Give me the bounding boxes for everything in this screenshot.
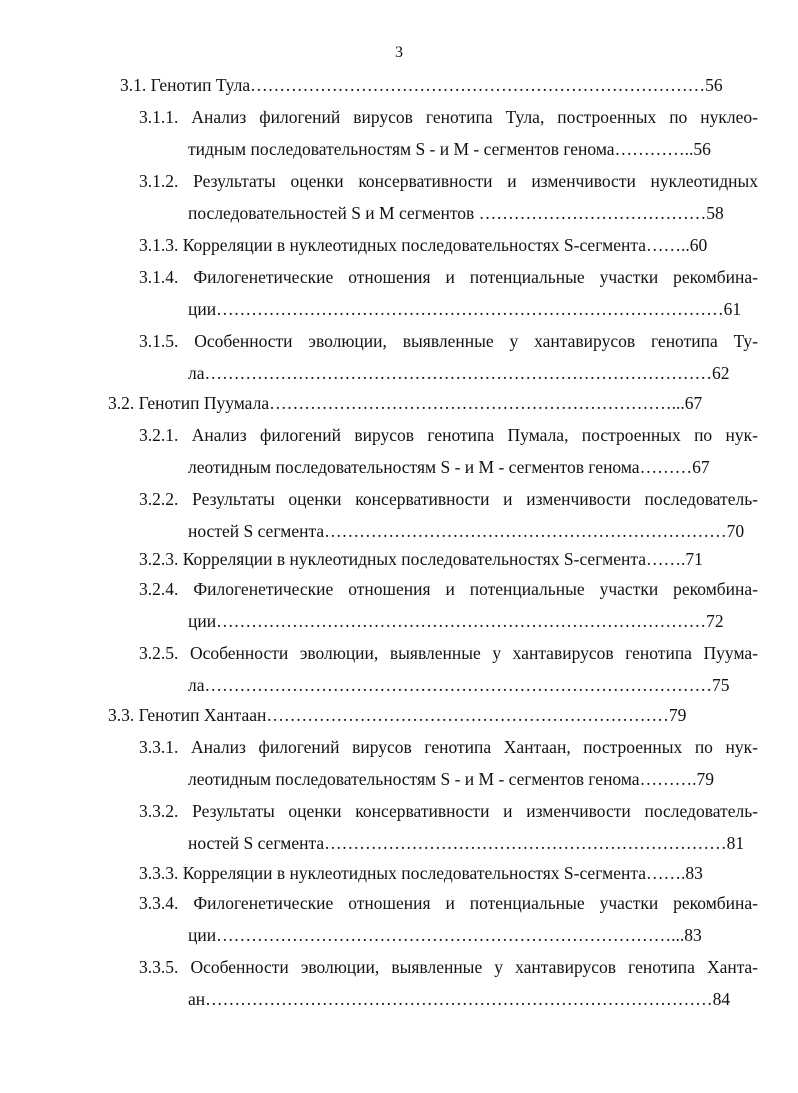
toc-entry-text: леотидным последовательностям S - и М - сегментов генома	[188, 769, 640, 789]
toc-entry-3-1-1-line1[interactable]: 3.1.1. Анализ филогений вирусов генотипа Тула, построенных по нуклео-	[139, 107, 758, 127]
toc-entry-text: последовательностей S и М сегментов	[188, 203, 479, 223]
toc-leader-dots: ……….	[639, 769, 697, 789]
toc-entry-3-2-5-line1[interactable]: 3.2.5. Особенности эволюции, выявленные у хантавирусов генотипа Пуума-	[139, 643, 758, 663]
toc-entry-3-1-2-line1[interactable]: 3.1.2. Результаты оценки консервативности и изменчивости нуклеотидных	[139, 171, 758, 191]
toc-leader-dots: ……………………………………………………………	[266, 705, 669, 725]
toc-page-number: 72	[706, 611, 724, 631]
toc-page-number: 67	[692, 457, 710, 477]
toc-entry-3-2-3[interactable]	[139, 546, 758, 572]
toc-entry-title: 3.2. Генотип Пуумала	[108, 393, 270, 413]
toc-page-number: 79	[668, 705, 687, 725]
toc-entry-3-1-3[interactable]	[139, 232, 758, 258]
page-number: 3	[395, 44, 403, 61]
toc-entry-text: 3.1.3. Корреляции в нуклеотидных последовательностях S-сегмента	[139, 235, 646, 255]
toc-entry-text: 3.3.3. Корреляции в нуклеотидных последовательностях S-сегмента	[139, 863, 646, 883]
toc-page-number: 70	[726, 521, 745, 541]
toc-page-number: 81	[726, 833, 745, 853]
toc-entry-title: 3.3. Генотип Хантаан	[108, 705, 267, 725]
toc-entry-text: ла	[188, 363, 205, 383]
toc-entry-3-2-1-line2[interactable]	[188, 454, 758, 480]
toc-entry-3-1-5-line1[interactable]: 3.1.5. Особенности эволюции, выявленные у хантавирусов генотипа Ту-	[139, 331, 758, 351]
toc-page-number: 56	[705, 75, 723, 95]
toc-leader-dots: ……………………………………………………………	[324, 521, 727, 541]
toc-entry-title: 3.1. Генотип Тула	[120, 75, 251, 95]
toc-leader-dots: …….	[645, 863, 686, 883]
toc-entry-3-3-3[interactable]	[139, 860, 758, 886]
toc-leader-dots: …………………………………………………………………………	[216, 611, 707, 631]
toc-page-number: 58	[706, 203, 724, 223]
toc-entry-text: ан	[188, 989, 206, 1009]
toc-entry-3-3-5-line2[interactable]	[188, 986, 758, 1012]
toc-page-number: 79	[696, 769, 714, 789]
toc-entry-text: леотидным последовательностям S - и М - сегментов генома	[188, 457, 640, 477]
toc-entry-3-2-1-line1[interactable]: 3.2.1. Анализ филогений вирусов генотипа Пумала, построенных по нук-	[139, 425, 758, 445]
toc-entry-3-3-2-line1[interactable]: 3.3.2. Результаты оценки консервативности и изменчивости последователь-	[139, 801, 758, 821]
toc-entry-text: ностей S сегмента	[188, 833, 325, 853]
toc-entry-3-3[interactable]	[108, 702, 758, 728]
toc-page-number: 61	[723, 299, 742, 319]
toc-entry-text: 3.2.3. Корреляции в нуклеотидных последовательностях S-сегмента	[139, 549, 646, 569]
toc-entry-3-3-2-line2[interactable]	[188, 830, 758, 856]
toc-entry-3-1-4-line1[interactable]: 3.1.4. Филогенетические отношения и потенциальные участки рекомбина-	[139, 267, 758, 287]
toc-entry-3-2[interactable]	[108, 390, 758, 416]
toc-entry-text: ции	[188, 925, 217, 945]
toc-page-number: 83	[685, 863, 703, 883]
toc-leader-dots: ……………………………………………………………………...	[216, 925, 685, 945]
toc-leader-dots: ……………………………………………………………	[324, 833, 727, 853]
toc-page-number: ...67	[671, 393, 703, 413]
toc-leader-dots: ……………………………………………………………………………	[216, 299, 724, 319]
toc-entry-text: ла	[188, 675, 205, 695]
toc-entry-3-2-2-line1[interactable]: 3.2.2. Результаты оценки консервативности и изменчивости последователь-	[139, 489, 758, 509]
toc-entry-3-1-1-line2[interactable]	[188, 136, 758, 162]
toc-entry-3-3-1-line1[interactable]: 3.3.1. Анализ филогений вирусов генотипа Хантаан, построенных по нук-	[139, 737, 758, 757]
toc-entry-3-3-1-line2[interactable]	[188, 766, 758, 792]
toc-leader-dots: ………	[639, 457, 693, 477]
toc-entry-text: тидным последовательностям S - и М - сегментов генома	[188, 139, 615, 159]
toc-leader-dots: …….	[645, 549, 686, 569]
toc-page-number: 71	[685, 549, 703, 569]
toc-leader-dots: …………………………………	[478, 203, 707, 223]
toc-leader-dots: ……………………………………………………………………………	[205, 989, 713, 1009]
toc-leader-dots: ……………………………………………………………	[269, 393, 672, 413]
toc-leader-dots: ……………………………………………………………………	[250, 75, 706, 95]
toc-page-number: 83	[684, 925, 702, 945]
toc-entry-3-1-2-line2[interactable]	[188, 200, 758, 226]
toc-entry-3-2-5-line2[interactable]	[188, 672, 758, 698]
toc-leader-dots: ……..	[645, 235, 690, 255]
toc-entry-3-2-2-line2[interactable]	[188, 518, 758, 544]
toc-page-number: 60	[689, 235, 708, 255]
toc-entry-3-1-4-line2[interactable]	[188, 296, 758, 322]
toc-entry-text: ции	[188, 299, 217, 319]
toc-entry-3-3-5-line1[interactable]: 3.3.5. Особенности эволюции, выявленные у хантавирусов генотипа Хантa-	[139, 957, 758, 977]
toc-leader-dots: …………..	[614, 139, 694, 159]
toc-entry-text: ностей S сегмента	[188, 521, 325, 541]
toc-page-number: 75	[712, 675, 730, 695]
toc-entry-3-2-4-line2[interactable]	[188, 608, 758, 634]
toc-page-number: 56	[693, 139, 711, 159]
toc-page-number: 62	[712, 363, 730, 383]
toc-entry-3-1[interactable]	[120, 72, 778, 98]
toc-entry-3-1-5-line2[interactable]	[188, 360, 758, 386]
toc-entry-3-3-4-line1[interactable]: 3.3.4. Филогенетические отношения и потенциальные участки рекомбина-	[139, 893, 758, 913]
toc-leader-dots: ……………………………………………………………………………	[204, 675, 713, 695]
toc-entry-text: ции	[188, 611, 217, 631]
toc-entry-3-3-4-line2[interactable]	[188, 922, 758, 948]
toc-leader-dots: ……………………………………………………………………………	[204, 363, 713, 383]
toc-page-number: 84	[712, 989, 731, 1009]
toc-entry-3-2-4-line1[interactable]: 3.2.4. Филогенетические отношения и потенциальные участки рекомбина-	[139, 579, 758, 599]
